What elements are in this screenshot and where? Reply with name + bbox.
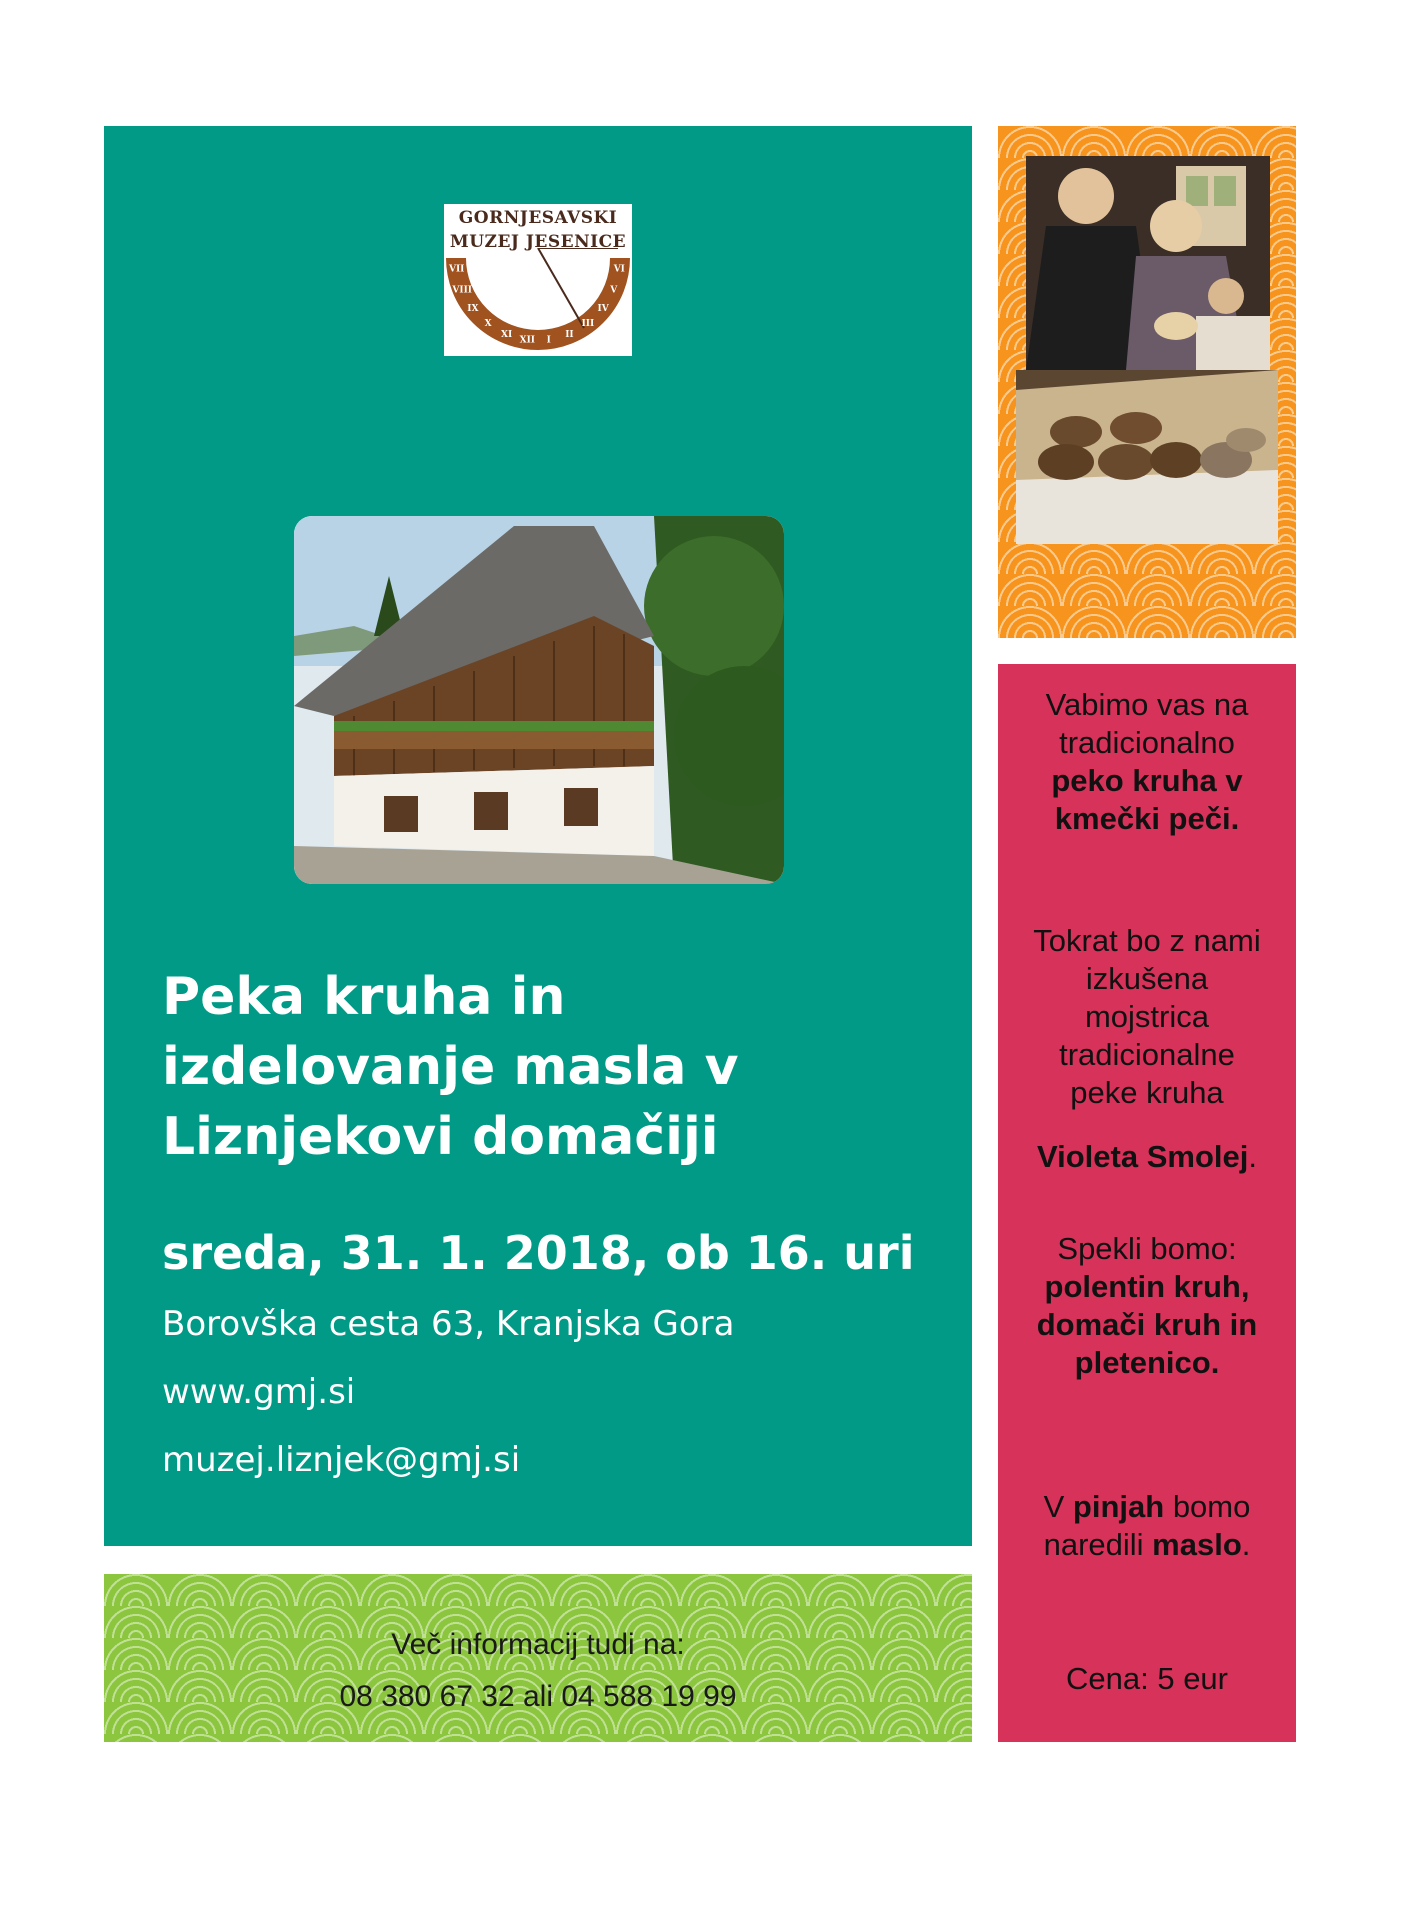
contact-phones: 08 380 67 32 ali 04 588 19 99	[339, 1680, 737, 1713]
host-line: mojstrica	[1084, 999, 1209, 1034]
price: Cena: 5 eur	[1066, 1661, 1228, 1696]
host-line: peke kruha	[1070, 1075, 1224, 1110]
invite-line: tradicionalno	[1059, 725, 1235, 760]
butter-text: V	[1043, 1489, 1073, 1524]
butter-text: .	[1241, 1527, 1251, 1562]
invite-line-bold: peko kruha v	[1051, 763, 1243, 798]
event-date: sreda, 31. 1. 2018, ob 16. uri	[162, 1226, 915, 1280]
bake-paragraph	[998, 1230, 1296, 1382]
butter-bold: maslo	[1152, 1527, 1242, 1562]
host-line: Tokrat bo z nami	[1033, 923, 1261, 958]
sundial-numeral: IX	[467, 303, 479, 314]
sundial-numeral: I	[546, 335, 551, 346]
host-paragraph	[998, 922, 1296, 1176]
title-line2: izdelovanje masla v	[162, 1037, 739, 1097]
sundial-numeral: II	[565, 329, 574, 340]
museum-logo	[444, 204, 632, 356]
sundial-numeral: XII	[519, 335, 536, 346]
sundial-numeral: VI	[613, 264, 625, 275]
sundial-numeral: IV	[597, 303, 609, 314]
host-line: izkušena	[1085, 961, 1209, 996]
email-link[interactable]: muzej.liznjek@gmj.si	[162, 1440, 521, 1480]
invite-line: Vabimo vas na	[1045, 687, 1249, 722]
title-line1: Peka kruha in	[162, 967, 566, 1027]
butter-line1	[998, 1488, 1296, 1526]
host-name: Violeta Smolej	[1037, 1139, 1249, 1174]
sundial-numeral: X	[484, 319, 492, 330]
main-panel	[104, 126, 972, 1546]
sundial-icon	[444, 248, 632, 356]
house-photo	[294, 516, 784, 884]
bread-loaves-photo	[1016, 370, 1278, 544]
sundial-numeral: XI	[500, 329, 513, 340]
bake-heading: Spekli bomo:	[1057, 1231, 1237, 1266]
invitation-panel	[998, 664, 1296, 1742]
butter-bold: pinjah	[1072, 1489, 1165, 1524]
sundial-numeral: VIII	[452, 285, 473, 296]
logo-line1: GORNJESAVSKI	[458, 208, 618, 228]
invite-paragraph	[998, 686, 1296, 838]
bake-item: domači kruh in	[1036, 1307, 1258, 1342]
sundial-numeral: VII	[448, 264, 465, 275]
contact-heading: Več informacij tudi na:	[391, 1628, 685, 1661]
bake-item: pletenico.	[1074, 1345, 1220, 1380]
baking-people-photo	[1026, 156, 1270, 370]
title-line3: Liznjekovi domačiji	[162, 1107, 719, 1167]
butter-text: naredili	[1043, 1527, 1153, 1562]
butter-paragraph	[998, 1488, 1296, 1564]
contact-band	[104, 1574, 972, 1742]
photo-panel	[998, 126, 1296, 638]
sundial-numeral: III	[581, 319, 595, 330]
bake-item: polentin kruh,	[1044, 1269, 1250, 1304]
butter-line2	[998, 1526, 1296, 1564]
sundial-numeral: V	[610, 285, 618, 296]
logo-line2: MUZEJ JESENICE	[449, 232, 627, 252]
host-name-line	[998, 1138, 1296, 1176]
invite-line-bold: kmečki peči.	[1054, 801, 1240, 836]
butter-text: bomo	[1164, 1489, 1251, 1524]
website-link[interactable]: www.gmj.si	[162, 1372, 356, 1412]
event-title	[162, 962, 942, 1172]
host-line: tradicionalne	[1059, 1037, 1235, 1072]
event-address: Borovška cesta 63, Kranjska Gora	[162, 1304, 735, 1344]
host-name-dot: .	[1248, 1139, 1257, 1174]
